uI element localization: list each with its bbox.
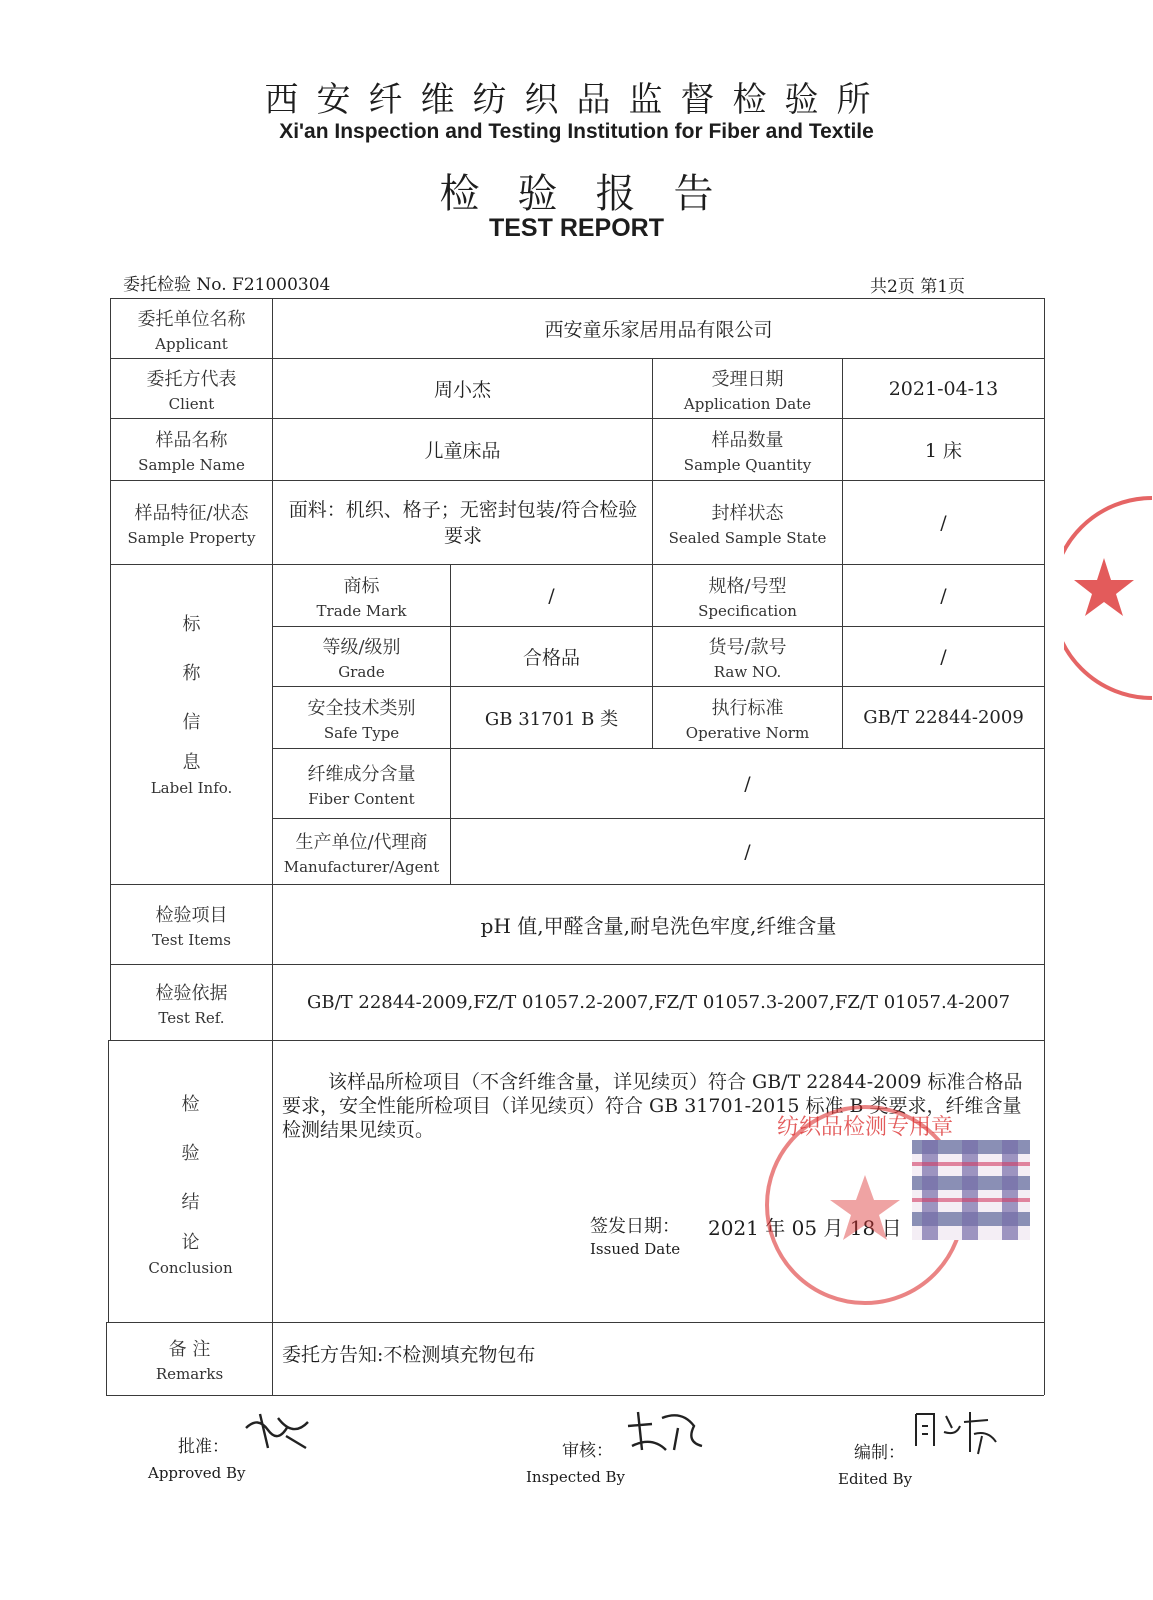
inspected-label-en: Inspected By <box>526 1468 625 1486</box>
client-value: 周小杰 <box>433 379 491 401</box>
report-title-cn: 检验报告 <box>439 171 752 217</box>
operative-norm-label: 执行标准 Operative Norm <box>685 697 810 742</box>
approved-signature <box>238 1408 318 1454</box>
raw-no-label: 货号/款号 Raw NO. <box>708 636 787 681</box>
report-title-en: TEST REPORT <box>488 214 664 242</box>
edge-stamp <box>1064 488 1153 718</box>
sample-property-value: 面料：机织、格子；无密封包装/符合检验要求 <box>288 498 638 547</box>
label-info-side: 标 称 信 息 Label Info. <box>150 614 233 797</box>
trade-mark-value: / <box>548 584 555 607</box>
sample-name-value: 儿童床品 <box>424 440 501 462</box>
org-name-en: Xi'an Inspection and Testing Institution for Fiber and Textile <box>279 120 874 143</box>
remarks-label: 备 注 Remarks <box>155 1339 224 1383</box>
application-date-label: 受理日期 Application Date <box>683 368 812 413</box>
fabric-swatch <box>912 1140 1030 1240</box>
issued-date-label-en: Issued Date <box>590 1240 681 1258</box>
conclusion-text: 该样品所检项目（不含纤维含量，详见续页）符合 GB/T 22844-2009 标准合格品要求，安全性能所检项目（详见续页）符合 GB 31701-2015 标准 B 类要求，纤维含量检测结果见续页。 <box>282 1071 1023 1141</box>
edited-label-en: Edited By <box>838 1470 913 1488</box>
test-ref-label: 检验依据 Test Ref. <box>155 982 228 1027</box>
client-label: 委托方代表 Client <box>146 368 237 413</box>
issued-date-value: 2021 年 05 月 18 日 <box>708 1216 902 1240</box>
test-items-value: pH 值,甲醛含量,耐皂洗色牢度,纤维含量 <box>480 914 837 938</box>
sample-property-label: 样品特征/状态 Sample Property <box>127 502 256 547</box>
sealed-state-value: / <box>940 511 947 534</box>
org-name-cn: 西安纤维纺织品监督检验所 <box>264 80 889 120</box>
report-number: 委托检验 No. F21000304 <box>123 275 331 295</box>
applicant-label: 委托单位名称 Applicant <box>137 308 246 353</box>
manufacturer-value: / <box>744 840 751 863</box>
fiber-content-label: 纤维成分含量 Fiber Content <box>307 763 416 808</box>
safe-type-value: GB 31701 B 类 <box>484 708 619 730</box>
sample-quantity-value: 1 床 <box>924 440 963 462</box>
trade-mark-label: 商标 Trade Mark <box>316 575 407 620</box>
conclusion-side: 检 验 结 论 Conclusion <box>148 1094 233 1277</box>
stamp-text: 纺织品检测专用章 <box>776 1115 953 1140</box>
operative-norm-value: GB/T 22844-2009 <box>863 707 1024 728</box>
issued-date-label: 签发日期： <box>590 1216 680 1237</box>
raw-no-value: / <box>940 645 947 668</box>
edited-signature <box>912 1406 1002 1458</box>
grade-value: 合格品 <box>522 647 580 669</box>
applicant-value: 西安童乐家居用品有限公司 <box>544 319 773 341</box>
test-items-label: 检验项目 Test Items <box>152 904 231 949</box>
edited-label: 编制： <box>854 1443 905 1463</box>
application-date-value: 2021-04-13 <box>888 377 999 400</box>
inspected-label: 审核： <box>562 1441 613 1461</box>
approved-label-en: Approved By <box>148 1464 246 1482</box>
grade-label: 等级/级别 Grade <box>322 636 401 681</box>
sample-quantity-label: 样品数量 Sample Quantity <box>683 429 812 474</box>
manufacturer-label: 生产单位/代理商 Manufacturer/Agent <box>283 831 440 876</box>
fiber-content-value: / <box>744 772 751 795</box>
remarks-value: 委托方告知:不检测填充物包布 <box>282 1344 536 1366</box>
specification-value: / <box>940 584 947 607</box>
safe-type-label: 安全技术类别 Safe Type <box>307 697 416 742</box>
test-ref-value: GB/T 22844-2009,FZ/T 01057.2-2007,FZ/T 01057.3-2007,FZ/T 01057.4-2007 <box>306 992 1011 1013</box>
sealed-state-label: 封样状态 Sealed Sample State <box>668 502 827 547</box>
page-info: 共2页 第1页 <box>870 277 966 297</box>
specification-label: 规格/号型 Specification <box>698 575 797 620</box>
sample-name-label: 样品名称 Sample Name <box>138 429 245 474</box>
approved-label: 批准： <box>178 1437 229 1457</box>
inspected-signature <box>622 1406 708 1458</box>
